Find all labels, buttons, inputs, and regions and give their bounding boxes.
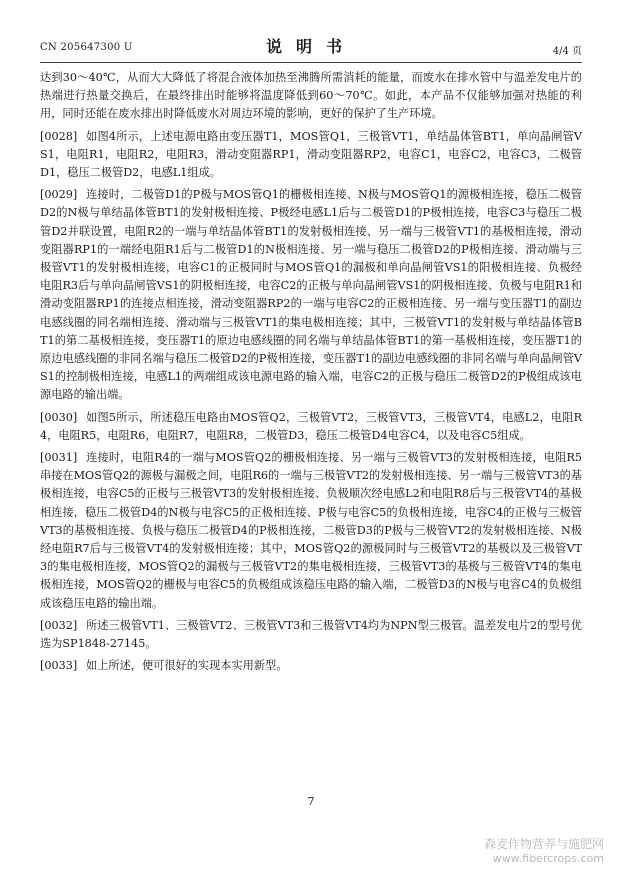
watermark-name: 森麦作物营养与施肥网 [483,837,604,851]
paragraph-number: [0032] [40,618,78,632]
page-number: 7 [307,795,315,808]
paragraph-text: 如上所述，便可很好的实现本实用新型。 [86,659,288,673]
header-divider [40,62,582,63]
paragraph-text: 达到30～40℃，从而大大降低了将混合液体加热至沸腾所需消耗的能量，而废水在排水管中与温差发电片的热端进行热量交换后，在最终排出时能够将温度降低到60～70℃。如此，本产品不仅能够加强对热能的利用，同时还能在废水排出时降低废水对周边环境的影响，更好的保护了生产环境。 [40,71,582,121]
paragraph-number: [0030] [40,410,78,424]
paragraph-text: 如图4所示，上述电源电路由变压器T1，MOS管Q1，三极管VT1，单结晶体管BT1，单向晶闸管VS1，电阻R1，电阻R2，电阻R3，滑动变阻器RP1，滑动变阻器RP2，电容C1，电容C2，电容C3，二极管D1，稳压二极管D2，电感L1组成。 [40,129,582,180]
paragraph-number: [0031] [40,451,78,465]
patent-number: CN 205647300 U [40,42,133,53]
paragraph-text: 连接时，二极管D1的P极与MOS管Q1的栅极相连接、N极与MOS管Q1的源极相连接，稳压二极管D2的N极与单结晶体管BT1的发射极相连接、P极经电感L1后与二极管D1的P极相连接，电容C3与稳压二极管D2并联设置，电阻R2的一端与单结晶体管BT1的发射极相连接、另一端与三极管VT1的基极相连接，滑动变阻器RP1的一端经电阻R1后与二极管D1的N极相连接、另一端与稳压二极管D2的P极相连接、滑动端与三极管VT1的发射极相连接，电容C1的正极同时与MOS管Q1的漏极和单向晶闸管VS1的阳极相连接、负极经电阻R3后与单向晶闸管VS1的阴极相连接，电容C2的正极与单向晶闸管VS1的阴极相连接、负极与电阻R1和滑动变阻器RP1的连接点相连接，滑动变阻器RP2的一端与电容C2的正极相连接、另一端与变压器T1的副边电感线圈的同名端相连接、滑动端与三极管VT1的集电极相连接；其中，三极管VT1的发射极与单结晶体管BT1的第二基极相连接，变压器T1的原边电感线圈的同名端与单结晶体管BT1的第一基极相连接，变压器T1的原边电感线圈的非同名端与稳压二极管D2的P极相连接，变压器T1的副边电感线圈的非同名端与单向晶闸管VS1的控制极相连接，电感L1的两端组成该电源电路的输入端，电容C2的正极与稳压二极管D2的P极组成该电源电路的输出端。 [40,188,582,402]
paragraph-text: 如图5所示，所述稳压电路由MOS管Q2，三极管VT2，三极管VT3，三极管VT4，电感L2，电阻R4，电阻R5，电阻R6，电阻R7，电阻R8，二极管D3，稳压二极管D4电容C4，以及电容C5组成。 [40,410,582,442]
watermark-url: www.fibercrops.com [492,852,604,865]
page-title: 说明书 [265,37,356,56]
paragraph-0031 [40,449,582,613]
paragraph-number: [0029] [40,188,78,202]
paragraph-0029 [40,186,582,404]
page-indicator: 4/4 页 [552,46,582,57]
paragraph-text: 连接时，电阻R4的一端与MOS管Q2的栅极相连接、另一端与三极管VT3的发射极相连接，电阻R5串接在MOS管Q2的源极与漏极之间，电阻R6的一端与三极管VT2的发射极相连接、另一端与三极管VT3的基极相连接，电容C5的正极与三极管VT3的发射极相连接、负极顺次经电感L2和电阻R8后与三极管VT4的基极相连接，稳压二极管D4的N极与电容C5的正极相连接、P极与电容C5的负极相连接，电容C4的正极与三极管VT3的基极相连接、负极与稳压二极管D4的P极相连接，二极管D3的P极与三极管VT2的发射极相连接、N极经电阻R7后与三极管VT4的发射极相连接；其中，MOS管Q2的源极同时与三极管VT2的基极以及三极管VT3的集电极相连接，MOS管Q2的漏极与三极管VT2的集电极相连接，三极管VT3的基极与三极管VT4的集电极相连接，MOS管Q2的栅极与电容C5的负极组成该稳压电路的输入端，二极管D3的N极与电容C4的负极组成该稳压电路的输出端。 [40,451,582,610]
paragraph-0028 [40,128,582,183]
paragraph-0030 [40,409,582,445]
paragraph-0032 [40,617,582,653]
paragraph-0033 [40,657,582,675]
watermark [484,835,604,865]
document-body [40,69,582,680]
paragraph-number: [0033] [40,659,78,673]
page-header [40,34,582,60]
paragraph-number: [0028] [40,129,78,143]
paragraph-continuation [40,69,582,124]
paragraph-text: 所述三极管VT1、三极管VT2、三极管VT3和三极管VT4均为NPN型三极管。温差发电片2的型号优选为SP1848-27145。 [40,618,582,651]
